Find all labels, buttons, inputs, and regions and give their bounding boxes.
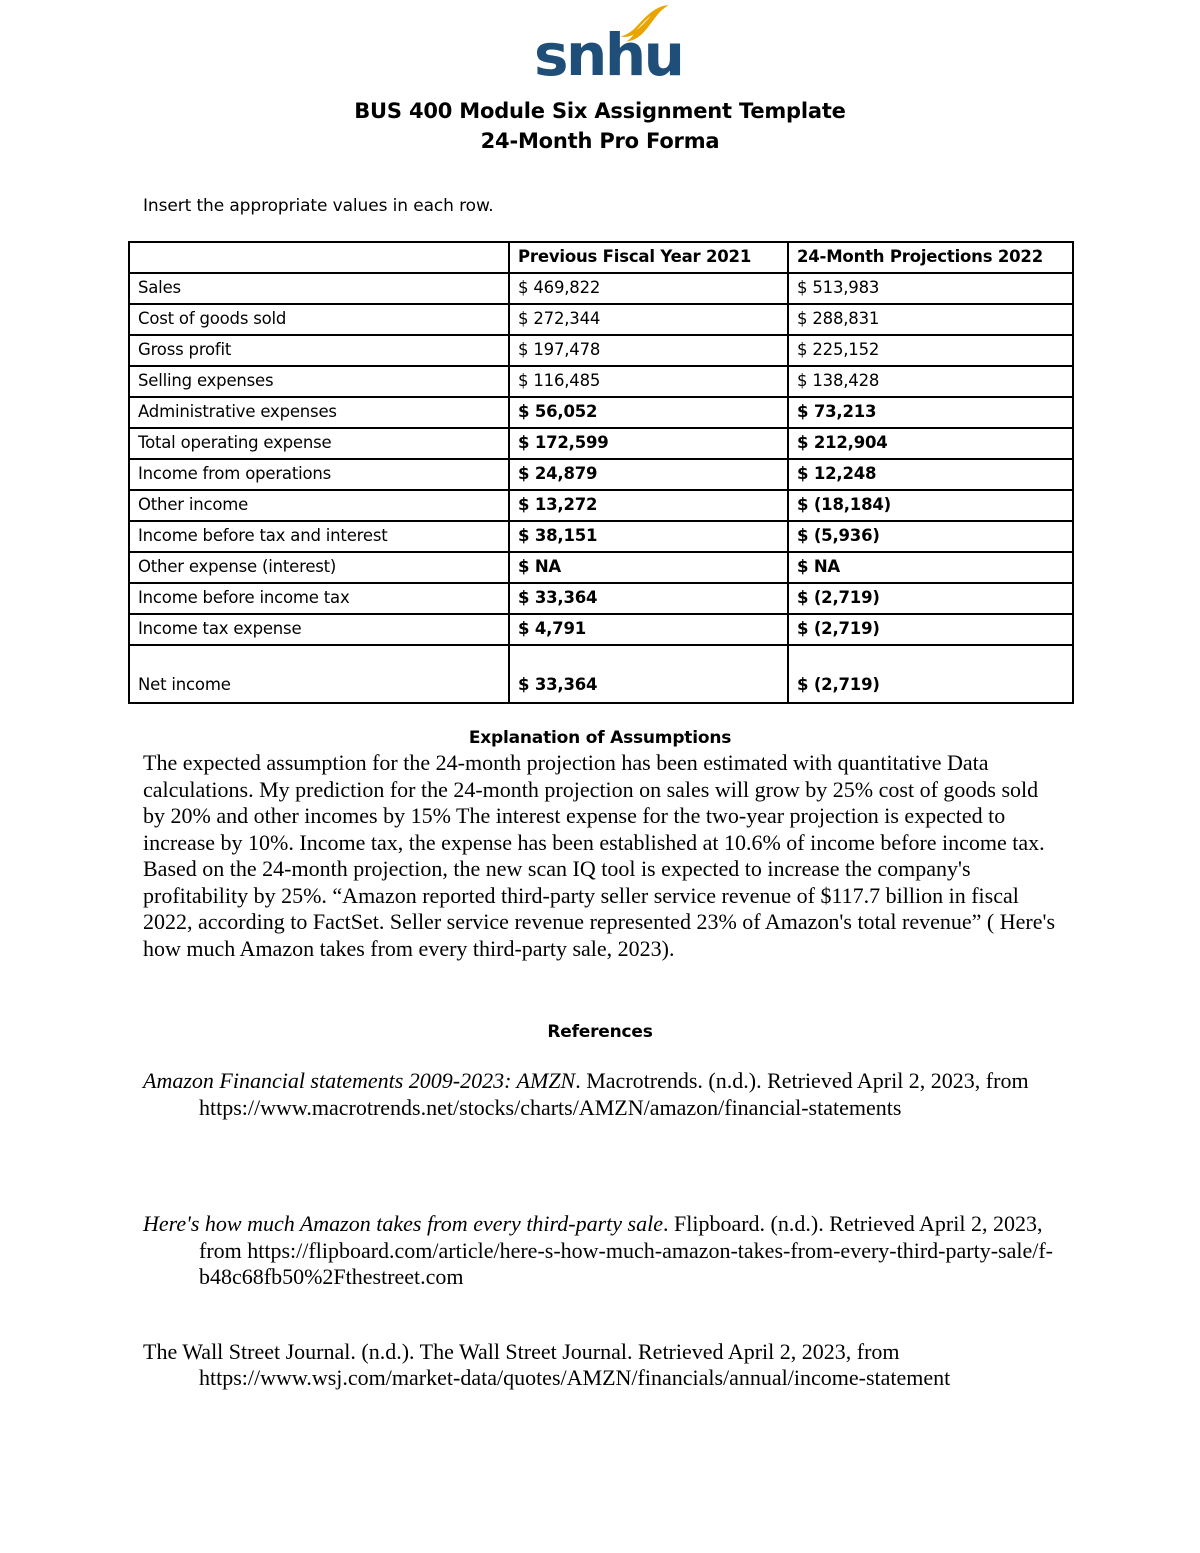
row-label: Other expense (interest) — [129, 552, 509, 583]
reference-title: Amazon Financial statements 2009-2023: AMZN — [143, 1068, 576, 1093]
table-row — [129, 583, 1073, 614]
reference-entry — [143, 1068, 1057, 1121]
cell-previous-year[interactable]: $ 197,478 — [509, 335, 788, 366]
cell-previous-year[interactable]: $ 38,151 — [509, 521, 788, 552]
row-label: Income tax expense — [129, 614, 509, 645]
table-row — [129, 490, 1073, 521]
snhu-wordmark: snhu — [534, 21, 683, 89]
reference-detail: . Flipboard. (n.d.). Retrieved April 2, 2023, from https://flipboard.com/article/here-s-how-much-amazon-takes-from-every-third-party-sale/f-b48c68fb50%2Fthestreet.com — [199, 1211, 1053, 1289]
row-label: Income from operations — [129, 459, 509, 490]
cell-previous-year[interactable]: $ 33,364 — [509, 583, 788, 614]
assumptions-heading: Explanation of Assumptions — [468, 728, 732, 748]
table-row — [129, 397, 1073, 428]
cell-previous-year[interactable]: $ 4,791 — [509, 614, 788, 645]
table-row — [129, 645, 1073, 703]
references-list — [143, 1068, 1057, 1392]
cell-projection[interactable]: $ (2,719) — [788, 645, 1073, 703]
cell-previous-year[interactable]: $ 272,344 — [509, 304, 788, 335]
cell-projection[interactable]: $ 212,904 — [788, 428, 1073, 459]
table-row — [129, 273, 1073, 304]
cell-projection[interactable]: $ (2,719) — [788, 614, 1073, 645]
cell-projection[interactable]: $ (18,184) — [788, 490, 1073, 521]
cell-previous-year[interactable]: $ 24,879 — [509, 459, 788, 490]
cell-projection[interactable]: $ 12,248 — [788, 459, 1073, 490]
row-label: Income before income tax — [129, 583, 509, 614]
cell-previous-year[interactable]: $ NA — [509, 552, 788, 583]
row-label: Sales — [129, 273, 509, 304]
table-body — [129, 273, 1073, 703]
page-title: BUS 400 Module Six Assignment Template — [354, 99, 846, 123]
logo-header — [0, 0, 1200, 89]
page-subtitle: 24-Month Pro Forma — [480, 129, 720, 153]
table-row — [129, 304, 1073, 335]
table-row — [129, 459, 1073, 490]
cell-projection[interactable]: $ (5,936) — [788, 521, 1073, 552]
cell-projection[interactable]: $ (2,719) — [788, 583, 1073, 614]
reference-spacer — [143, 1291, 1057, 1317]
cell-previous-year[interactable]: $ 33,364 — [509, 645, 788, 703]
row-label: Net income — [129, 645, 509, 703]
cell-projection[interactable]: $ 73,213 — [788, 397, 1073, 428]
cell-projection[interactable]: $ 288,831 — [788, 304, 1073, 335]
cell-previous-year[interactable]: $ 172,599 — [509, 428, 788, 459]
table-header-row — [129, 242, 1073, 273]
table-row — [129, 614, 1073, 645]
assumptions-body — [143, 750, 1057, 962]
reference-entry — [143, 1211, 1057, 1291]
table-row — [129, 428, 1073, 459]
table-header — [129, 242, 1073, 273]
instruction-text: Insert the appropriate values in each row. — [143, 196, 494, 216]
column-header-projections: 24-Month Projections 2022 — [788, 242, 1073, 273]
row-label: Income before tax and interest — [129, 521, 509, 552]
table-row — [129, 366, 1073, 397]
cell-projection[interactable]: $ 513,983 — [788, 273, 1073, 304]
row-label: Administrative expenses — [129, 397, 509, 428]
references-heading: References — [547, 1022, 653, 1042]
cell-projection[interactable]: $ 225,152 — [788, 335, 1073, 366]
reference-spacer — [143, 1121, 1057, 1189]
reference-detail: The Wall Street Journal. (n.d.). The Wall Street Journal. Retrieved April 2, 2023, from https://www.wsj.com/market-data/quotes/AMZN/financials/annual/income-statement — [143, 1338, 951, 1390]
table-row — [129, 552, 1073, 583]
column-header-previous-year: Previous Fiscal Year 2021 — [509, 242, 788, 273]
cell-previous-year[interactable]: $ 469,822 — [509, 273, 788, 304]
reference-detail: . Macrotrends. (n.d.). Retrieved April 2, 2023, from https://www.macrotrends.net/stocks/charts/AMZN/amazon/financial-statements — [199, 1068, 1029, 1120]
cell-previous-year[interactable]: $ 116,485 — [509, 366, 788, 397]
row-label: Gross profit — [129, 335, 509, 366]
row-label: Cost of goods sold — [129, 304, 509, 335]
row-label: Total operating expense — [129, 428, 509, 459]
proforma-table-container — [128, 241, 1072, 704]
reference-entry — [143, 1339, 1057, 1392]
cell-previous-year[interactable]: $ 56,052 — [509, 397, 788, 428]
snhu-logo — [534, 6, 683, 89]
cell-previous-year[interactable]: $ 13,272 — [509, 490, 788, 521]
row-label: Other income — [129, 490, 509, 521]
cell-projection[interactable]: $ 138,428 — [788, 366, 1073, 397]
table-row — [129, 521, 1073, 552]
proforma-table — [128, 241, 1074, 704]
row-label: Selling expenses — [129, 366, 509, 397]
cell-projection[interactable]: $ NA — [788, 552, 1073, 583]
table-row — [129, 335, 1073, 366]
assumptions-paragraph: The expected assumption for the 24-month projection has been estimated with quantitative Data calculations. My prediction for the 24-month projection on sales will grow by 25% cost of goods sold by 20% and other incomes by 15% The interest expense for the two-year projection is expected to increase by 10%. Income tax, the expense has been established at 10.6% of income before income tax. Based on the 24-month projection, the new scan IQ tool is expected to increase the company's profitability by 25%. “Amazon reported third-party seller service revenue of $117.7 billion in fiscal 2022, according to FactSet. Seller service revenue represented 23% of Amazon's total revenue” ( Here's how much Amazon takes from every third-party sale, 2023). — [143, 750, 1056, 961]
reference-title: Here's how much Amazon takes from every third-party sale — [143, 1211, 663, 1236]
column-header-label — [129, 242, 509, 273]
